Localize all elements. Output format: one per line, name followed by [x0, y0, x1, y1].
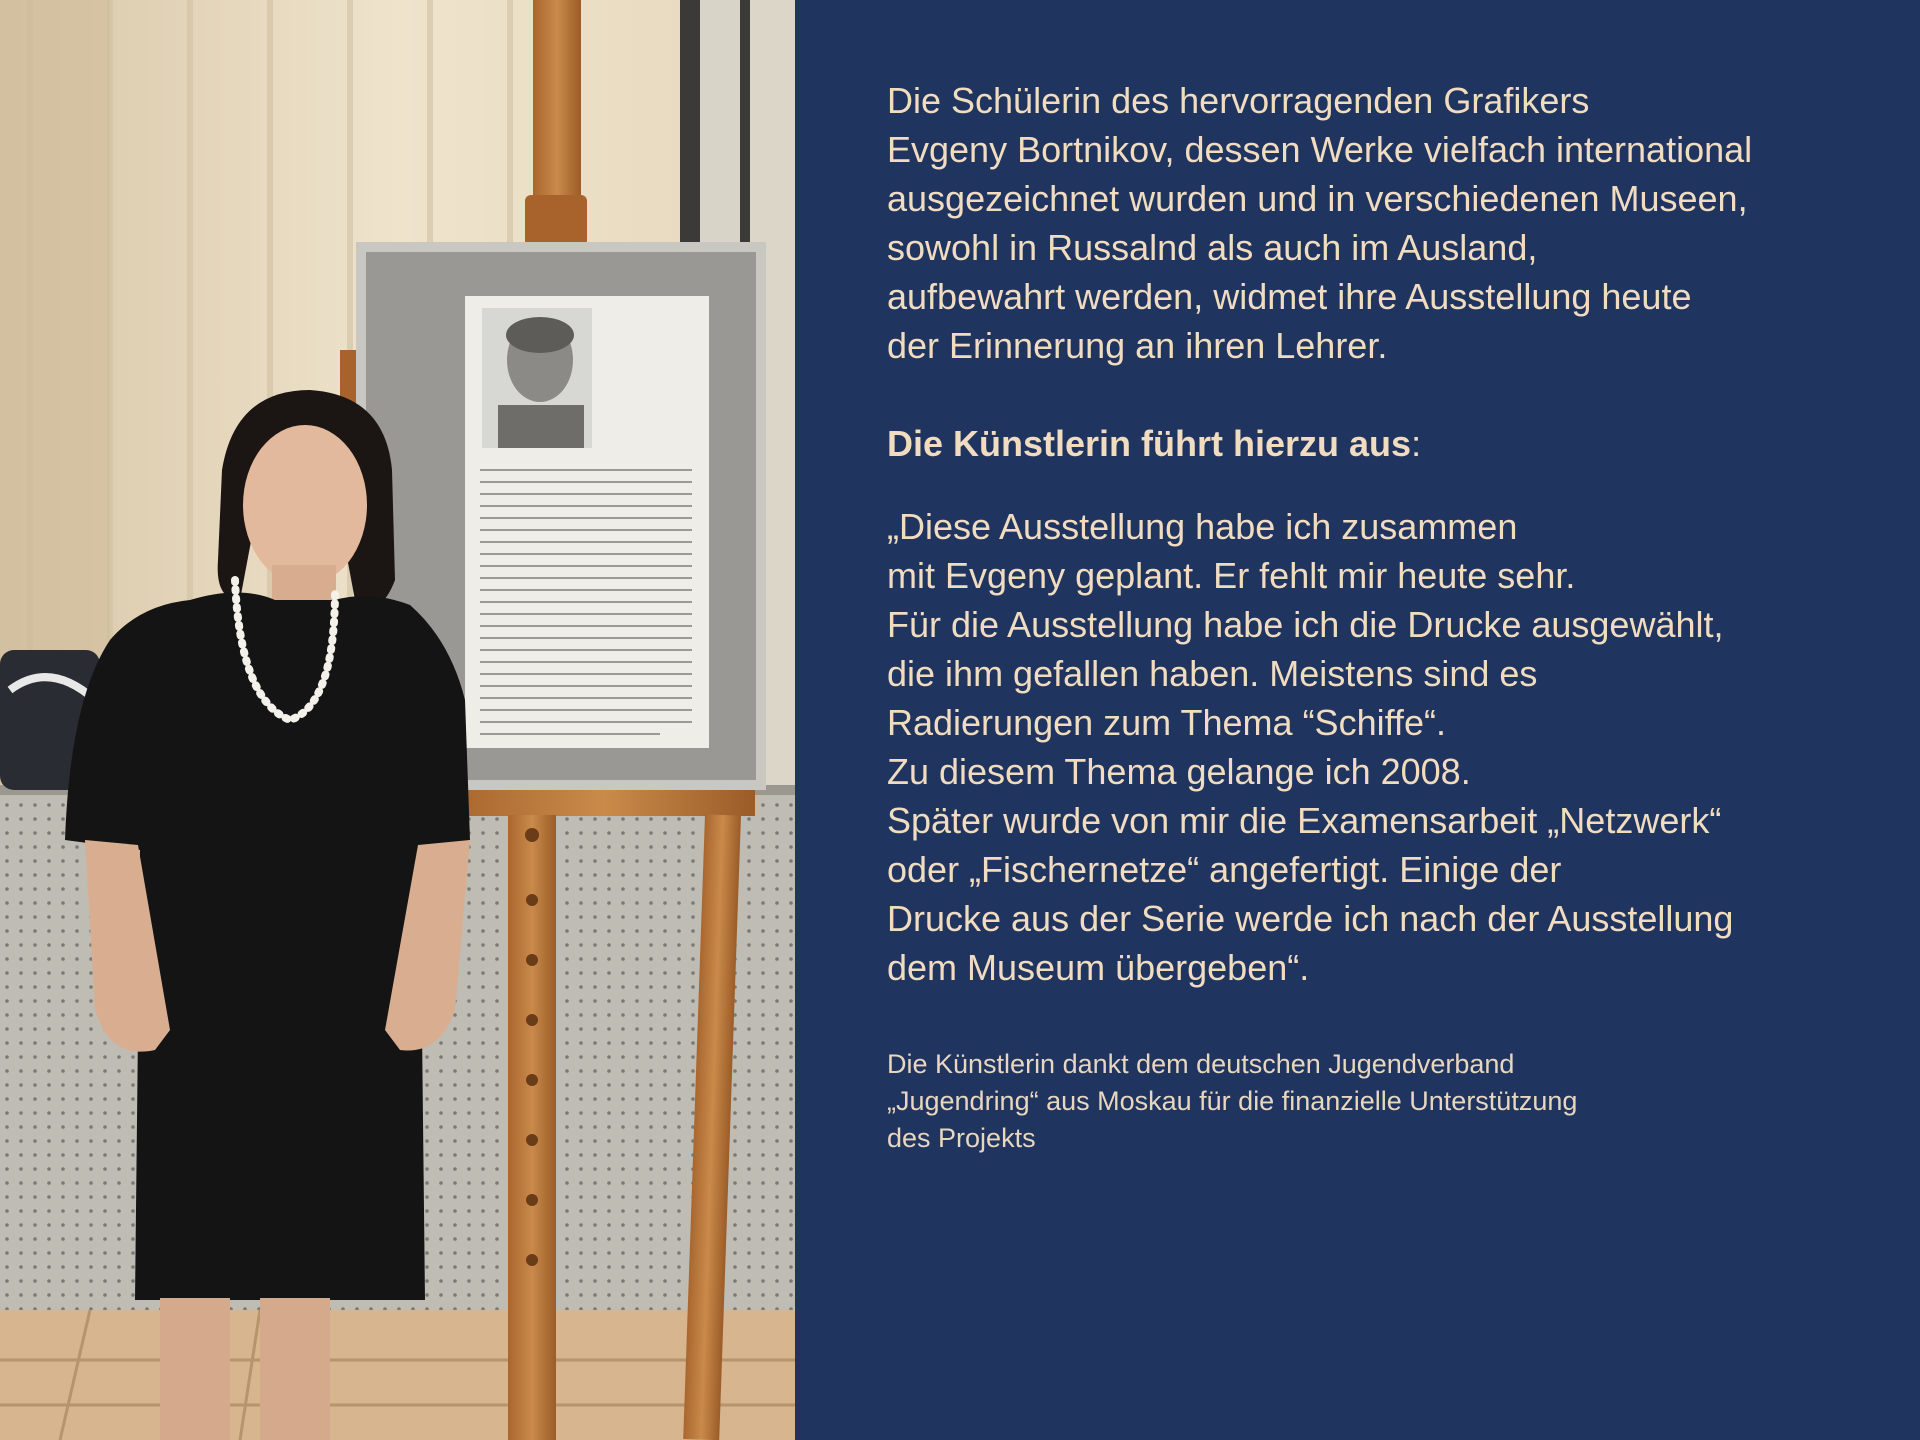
quote-line: Später wurde von mir die Examensarbeit „Netzwerk“: [887, 800, 1722, 841]
quote-line: mit Evgeny geplant. Er fehlt mir heute sehr.: [887, 555, 1576, 596]
quote-line: Zu diesem Thema gelange ich 2008.: [887, 751, 1471, 792]
quote-line: „Diese Ausstellung habe ich zusammen: [887, 506, 1518, 547]
text-block: [887, 76, 1887, 1157]
intro-line: der Erinnerung an ihren Lehrer.: [887, 325, 1388, 366]
acknowledgement-line: „Jugendring“ aus Moskau für die finanzielle Unterstützung: [887, 1086, 1578, 1116]
intro-line: Die Schülerin des hervorragenden Grafikers: [887, 80, 1590, 121]
quote-paragraph: [887, 502, 1887, 992]
floor: [0, 1310, 795, 1440]
exhibition-photo: [0, 0, 795, 1440]
acknowledgement-line: Die Künstlerin dankt dem deutschen Jugendverband: [887, 1049, 1515, 1079]
intro-line: Evgeny Bortnikov, dessen Werke vielfach international: [887, 129, 1753, 170]
quote-line: oder „Fischernetze“ angefertigt. Einige der: [887, 849, 1562, 890]
intro-line: sowohl in Russalnd als auch im Ausland,: [887, 227, 1538, 268]
acknowledgement: [887, 1046, 1887, 1157]
heading-text: Die Künstlerin führt hierzu aus: [887, 423, 1412, 464]
section-heading: [887, 419, 1887, 468]
intro-paragraph: [887, 76, 1887, 370]
quote-line: Drucke aus der Serie werde ich nach der Ausstellung: [887, 898, 1734, 939]
acknowledgement-line: des Projekts: [887, 1123, 1036, 1153]
heading-colon: :: [1411, 423, 1422, 464]
text-panel: [795, 0, 1920, 1440]
quote-line: Für die Ausstellung habe ich die Drucke ausgewählt,: [887, 604, 1724, 645]
quote-line: dem Museum übergeben“.: [887, 947, 1310, 988]
quote-line: Radierungen zum Thema “Schiffe“.: [887, 702, 1446, 743]
intro-line: ausgezeichnet wurden und in verschiedenen Museen,: [887, 178, 1748, 219]
intro-line: aufbewahrt werden, widmet ihre Ausstellung heute: [887, 276, 1692, 317]
photo-illustration: [0, 0, 795, 1440]
quote-line: die ihm gefallen haben. Meistens sind es: [887, 653, 1538, 694]
